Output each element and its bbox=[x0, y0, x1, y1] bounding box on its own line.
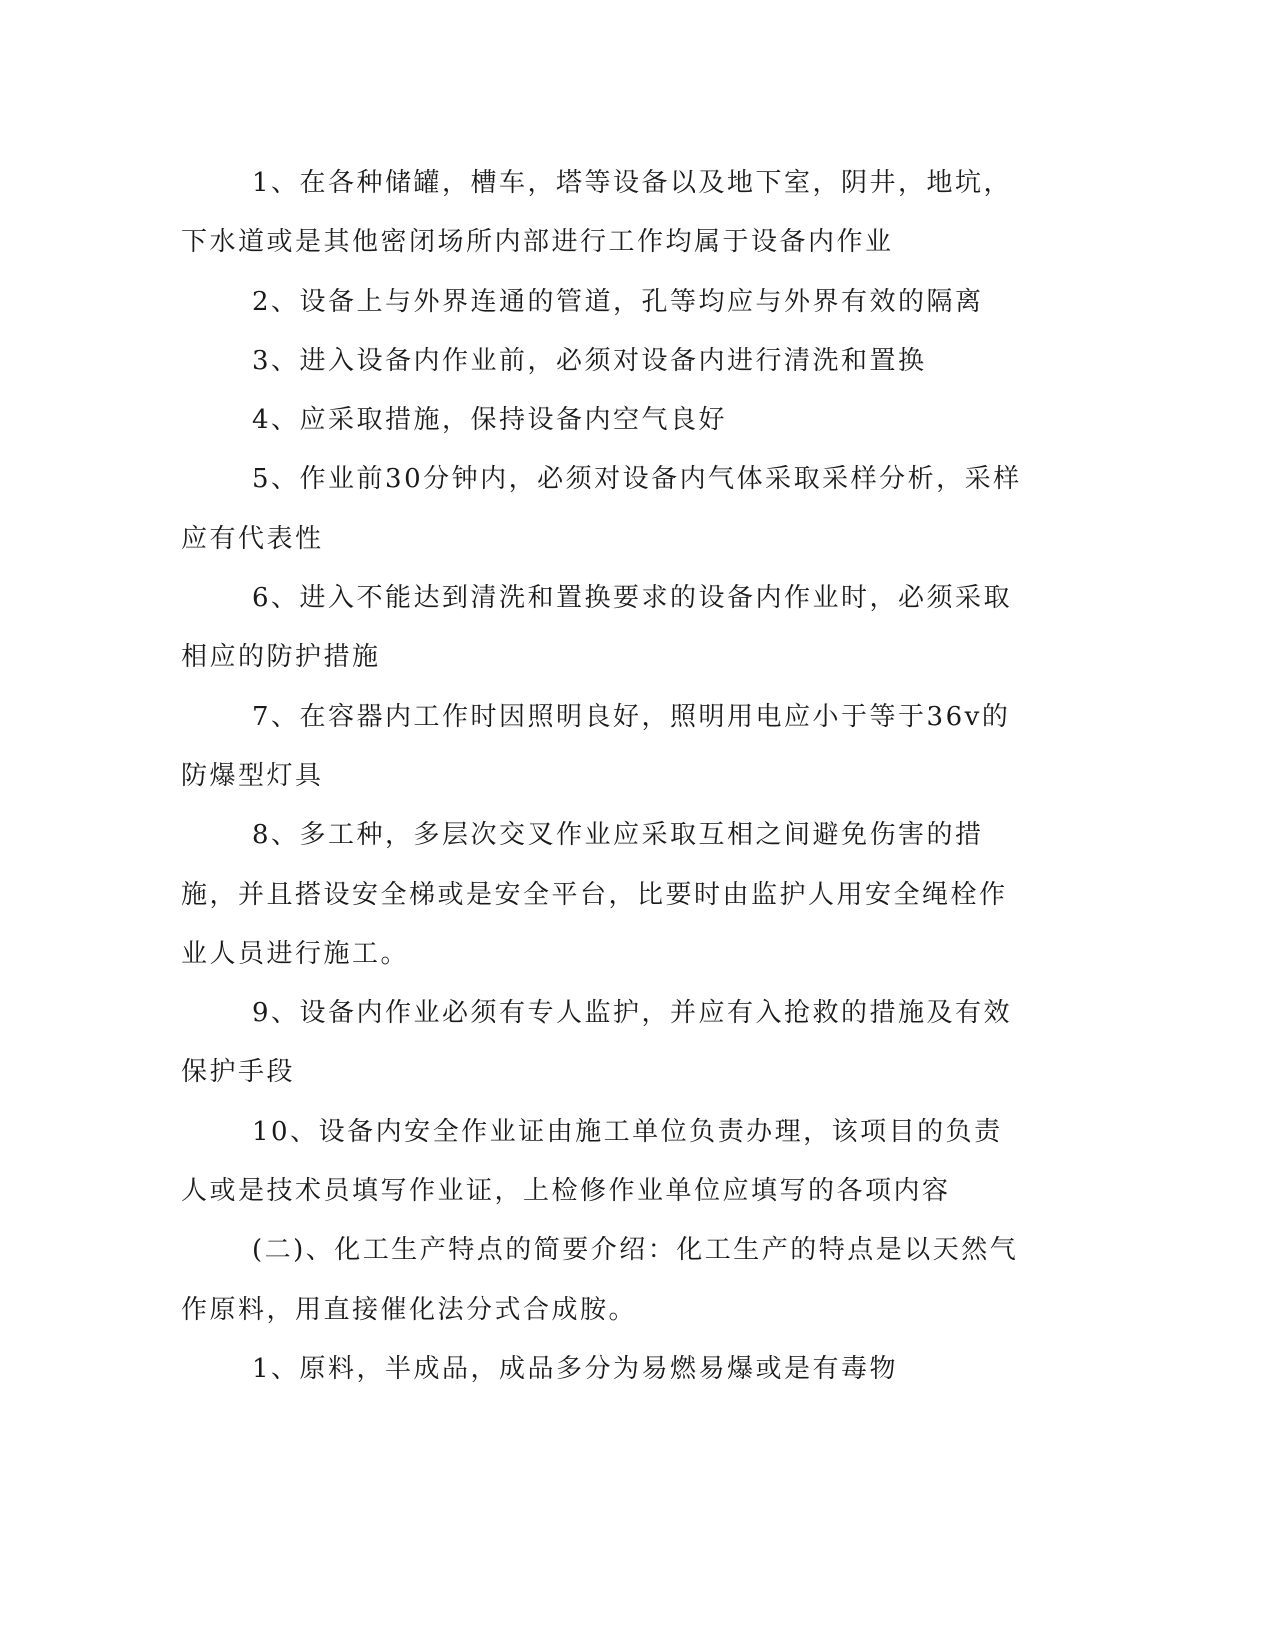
paragraph-4: 4、应采取措施，保持设备内空气良好 bbox=[252, 405, 728, 436]
section-heading-paragraph: (二)、化工生产特点的简要介绍：化工生产的特点是以天然气作原料，用直接催化法分式合成胺。 bbox=[181, 1235, 1019, 1325]
document-body bbox=[181, 154, 1031, 1399]
paragraph-8: 8、多工种，多层次交叉作业应采取互相之间避免伤害的措施，并且搭设安全梯或是安全平台，比要时由监护人用安全绳栓作业人员进行施工。 bbox=[181, 820, 1008, 969]
paragraph-1: 1、在各种储罐，槽车，塔等设备以及地下室，阴井，地坑，下水道或是其他密闭场所内部进行工作均属于设备内作业 bbox=[181, 168, 1013, 258]
paragraph-3: 3、进入设备内作业前，必须对设备内进行清洗和置换 bbox=[252, 345, 927, 376]
paragraph-2: 2、设备上与外界连通的管道，孔等均应与外界有效的隔离 bbox=[252, 286, 984, 317]
paragraph-7: 7、在容器内工作时因照明良好，照明用电应小于等于36v的防爆型灯具 bbox=[181, 701, 1011, 791]
paragraph-10: 10、设备内安全作业证由施工单位负责办理，该项目的负责人或是技术员填写作业证，上检修作业单位应填写的各项内容 bbox=[181, 1116, 1003, 1207]
paragraph-9: 9、设备内作业必须有专人监护，并应有入抢救的措施及有效保护手段 bbox=[181, 998, 1013, 1088]
paragraph-11: 1、原料，半成品，成品多分为易燃易爆或是有毒物 bbox=[252, 1353, 899, 1384]
paragraph-5: 5、作业前30分钟内，必须对设备内气体采取采样分析，采样应有代表性 bbox=[181, 464, 1022, 554]
paragraph-6: 6、进入不能达到清洗和置换要求的设备内作业时，必须采取相应的防护措施 bbox=[181, 583, 1013, 673]
